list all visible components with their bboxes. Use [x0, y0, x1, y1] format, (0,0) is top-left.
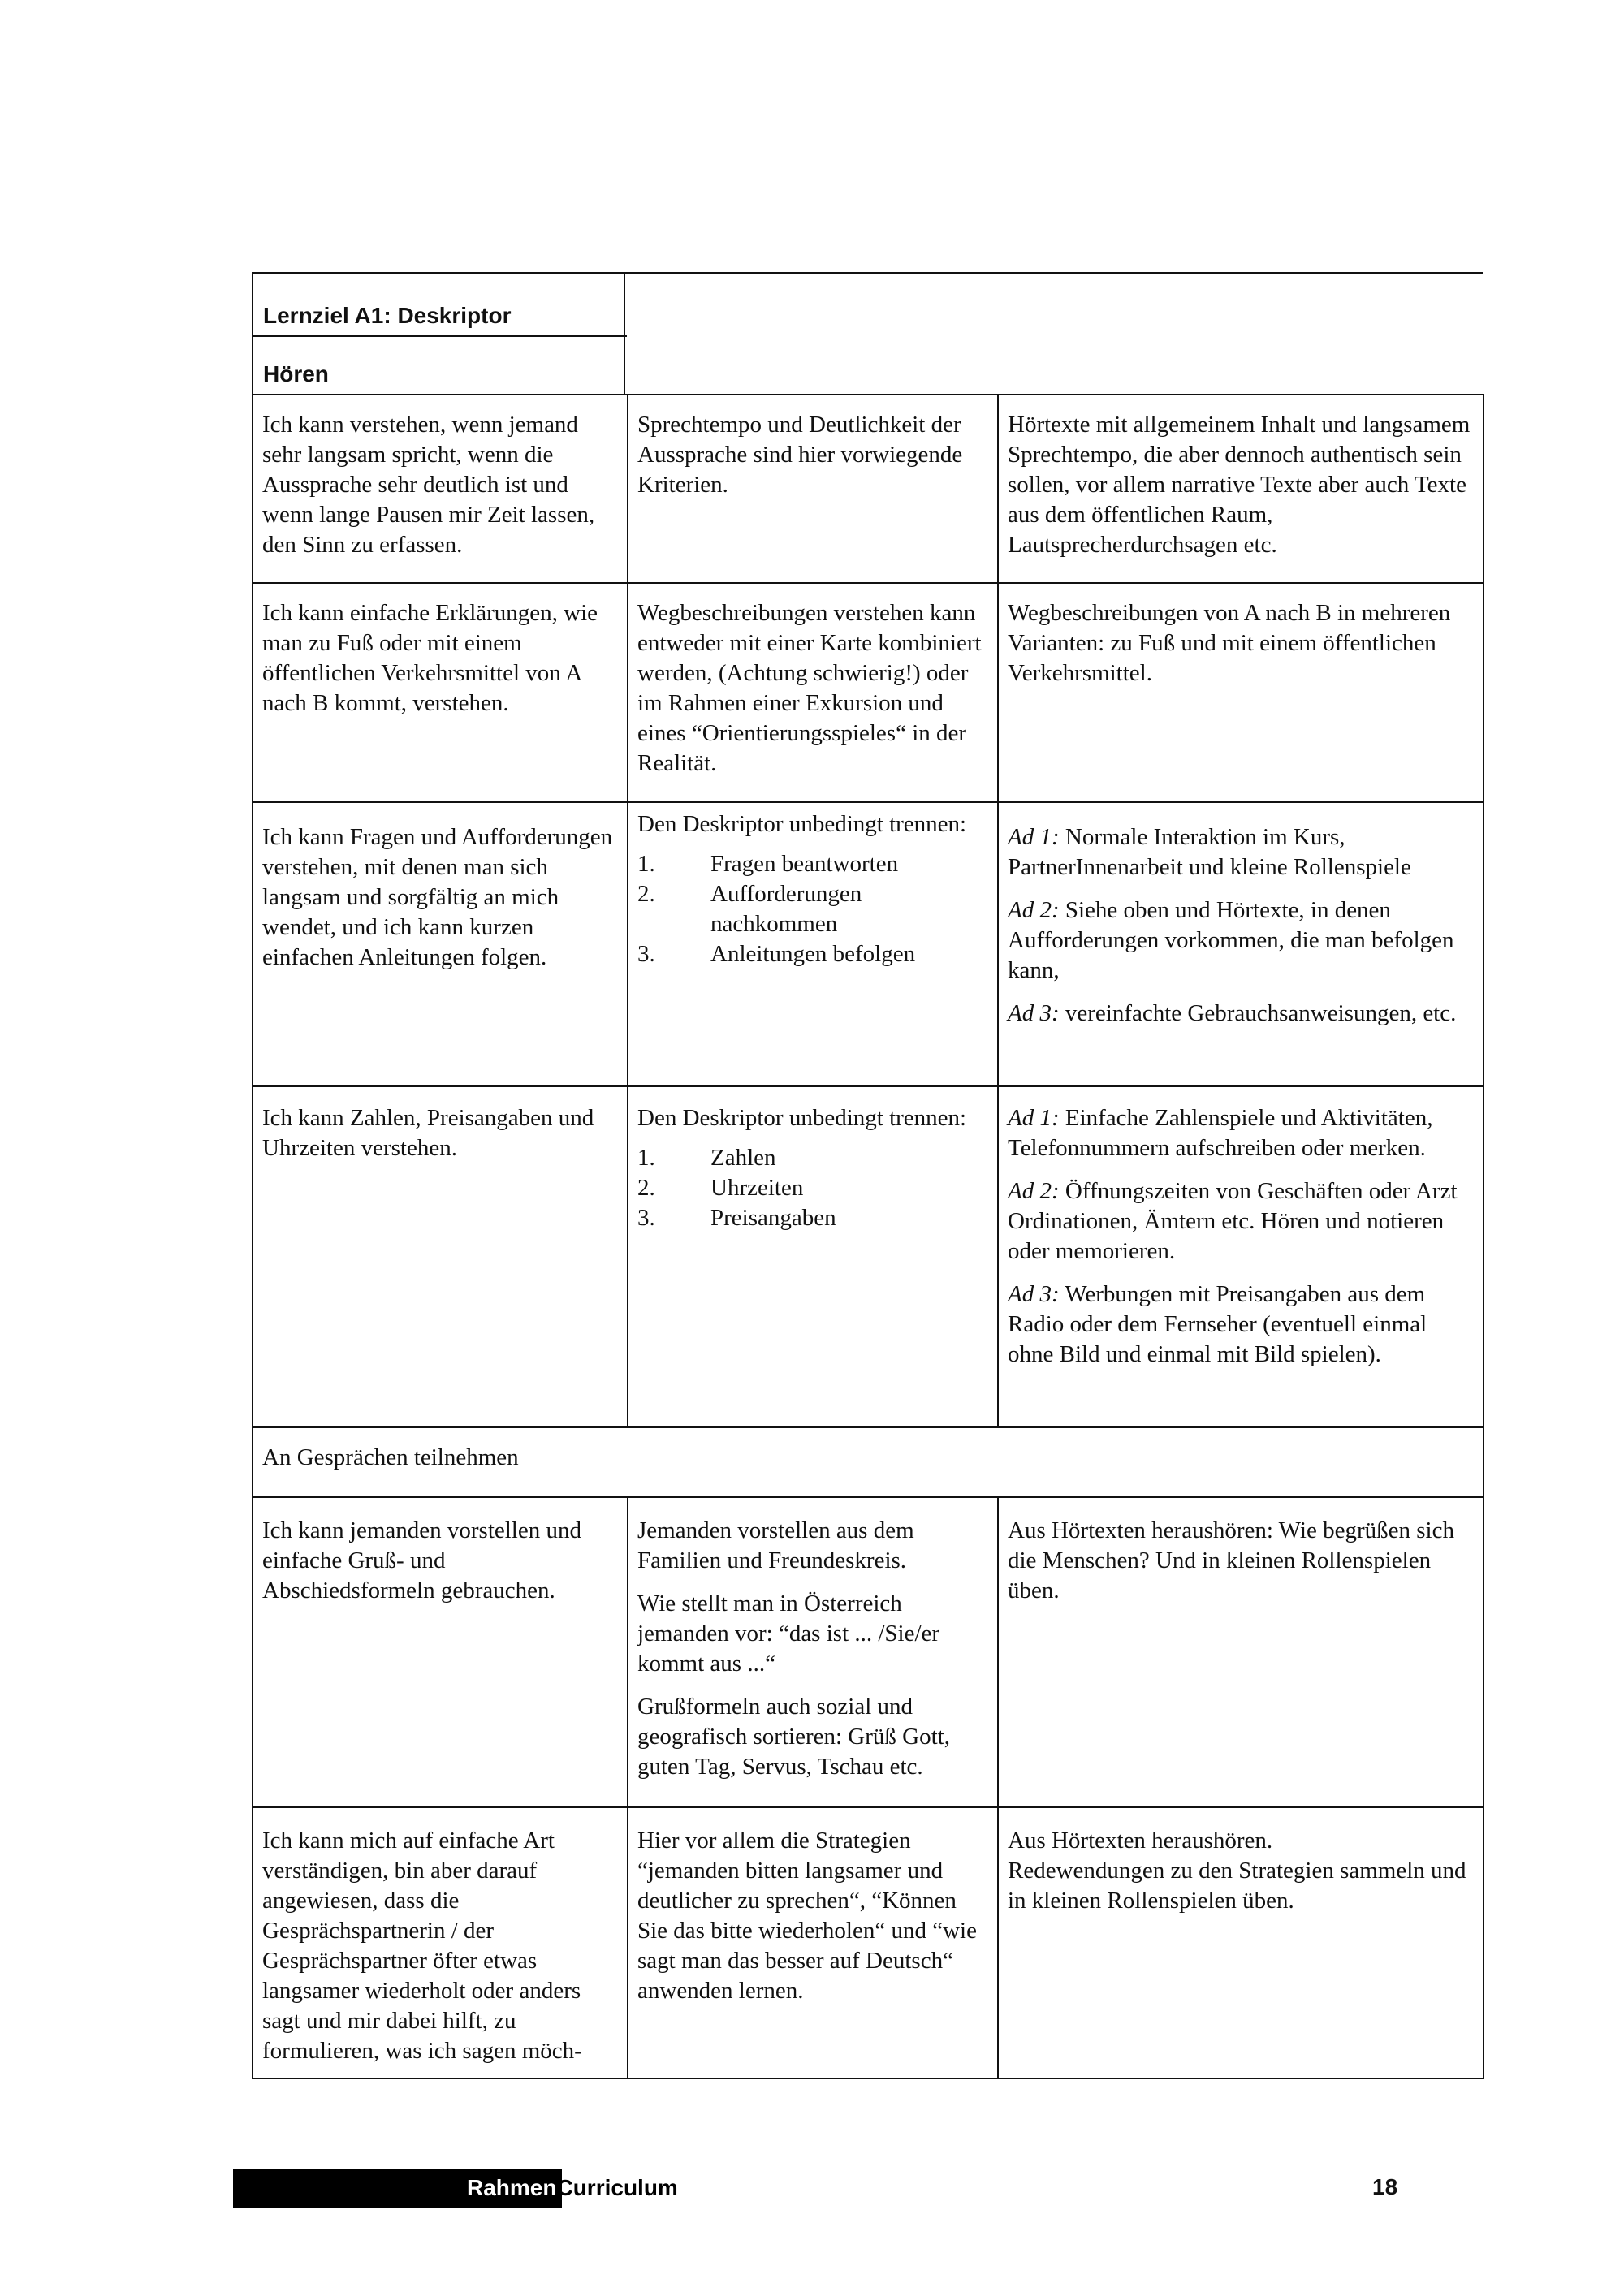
table-header: [252, 272, 1483, 394]
list-item: [637, 849, 989, 879]
ad-label: Ad 3:: [1008, 1281, 1060, 1307]
table-row: [253, 583, 1484, 802]
ad-text: Siehe oben und Hörtexte, in denen Aufforderungen vorkommen, die man befolgen kann,: [1008, 897, 1454, 983]
comment-cell: [628, 1086, 998, 1427]
list-text: Zahlen: [710, 1145, 776, 1171]
descriptor-cell: Ich kann einfache Erklärungen, wie man zu Fuß oder mit einem öffentlichen Verkehrsmittel von A nach B kommt, verstehen.: [253, 583, 628, 802]
comment-intro: Den Deskriptor unbedingt trennen:: [637, 811, 967, 837]
table-row: [253, 1497, 1484, 1807]
descriptor-cell: Ich kann verstehen, wenn jemand sehr langsam spricht, wenn die Aussprache sehr deutlich ist und wenn lange Pausen mir Zeit lassen, den Sinn zu erfassen.: [253, 395, 628, 583]
ad-paragraph: [1008, 1176, 1475, 1267]
material-cell: [998, 802, 1484, 1086]
footer-brand: [467, 2174, 678, 2202]
list-item: [637, 879, 989, 939]
list-number: 2.: [637, 881, 655, 907]
list-number: 2.: [637, 1175, 655, 1201]
comment-cell: Wegbeschreibungen verstehen kann entweder mit einer Karte kombiniert werden, (Achtung schwierig!) oder im Rahmen einer Exkursion und eines “Orientierungsspieles“ in der Realität.: [628, 583, 998, 802]
ad-label: Ad 3:: [1008, 1000, 1060, 1026]
ad-text: Werbungen mit Preisangaben aus dem Radio oder dem Fernseher (eventuell einmal ohne Bild und einmal mit Bild spielen).: [1008, 1281, 1427, 1367]
comment-paragraph: Grußformeln auch sozial und geografisch sortieren: Grüß Gott, guten Tag, Servus, Tschau etc.: [637, 1694, 950, 1780]
comment-cell: Sprechtempo und Deutlichkeit der Aussprache sind hier vorwiegende Kriterien.: [628, 395, 998, 583]
table-row: [253, 395, 1484, 583]
comment-intro: Den Deskriptor unbedingt trennen:: [637, 1105, 967, 1131]
descriptor-cell: Ich kann jemanden vorstellen und einfache Gruß- und Abschiedsformeln gebrauchen.: [253, 1497, 628, 1807]
list-text: Anleitungen befolgen: [710, 941, 916, 967]
ad-paragraph: [1008, 1280, 1475, 1370]
comment-cell: [628, 802, 998, 1086]
section-title-gespraeche: An Gesprächen teilnehmen: [253, 1427, 1484, 1497]
list-item: [637, 1173, 989, 1203]
comment-paragraph: Wie stellt man in Österreich jemanden vor: “das ist ... /Sie/er kommt aus ...“: [637, 1590, 940, 1677]
section-title-hoeren: Hören: [263, 361, 329, 386]
ad-text: Einfache Zahlenspiele und Aktivitäten, Telefonnummern aufschreiben oder merken.: [1008, 1105, 1433, 1161]
header-top-rule: [625, 272, 1483, 274]
material-line: Redewendungen zu den Strategien sammeln und in kleinen Rollenspielen üben.: [1008, 1858, 1466, 1914]
descriptor-cell: Ich kann mich auf einfache Art verständigen, bin aber darauf angewiesen, dass die Gesprächspartnerin / der Gesprächspartner öfter etwas langsamer wiederholt oder anders sagt und mir dabei hilft, zu formulieren, was ich sagen möch-: [253, 1807, 628, 2078]
descriptor-cell: Ich kann Fragen und Aufforderungen verstehen, mit denen man sich langsam und sorgfältig an mich wendet, und ich kann kurzen einfachen Anleitungen folgen.: [253, 802, 628, 1086]
list-text: Fragen beantworten: [710, 851, 899, 877]
list-item: [637, 1143, 989, 1173]
ad-label: Ad 2:: [1008, 1178, 1060, 1204]
section-row: [253, 1427, 1484, 1497]
numbered-list: [637, 1143, 989, 1233]
list-number: 1.: [637, 851, 655, 877]
ad-text: vereinfachte Gebrauchsanweisungen, etc.: [1059, 1000, 1457, 1026]
list-number: 1.: [637, 1145, 655, 1171]
material-cell: [998, 1086, 1484, 1427]
brand-part-rahmen: Rahmen: [467, 2175, 557, 2200]
list-text: Uhrzeiten: [710, 1175, 804, 1201]
list-number: 3.: [637, 941, 655, 967]
table-row: [253, 802, 1484, 1086]
material-cell: Hörtexte mit allgemeinem Inhalt und langsamem Sprechtempo, die aber dennoch authentisch sein sollen, vor allem narrative Texte aber auch Texte aus dem öffentlichen Raum, Lautsprecherdurchsagen etc.: [998, 395, 1484, 583]
numbered-list: [637, 849, 989, 969]
material-line: Aus Hörtexten heraushören.: [1008, 1828, 1273, 1854]
comment-paragraph: Jemanden vorstellen aus dem Familien und Freundeskreis.: [637, 1517, 914, 1573]
ad-label: Ad 2:: [1008, 897, 1060, 923]
list-number: 3.: [637, 1205, 655, 1231]
ad-text: Normale Interaktion im Kurs, PartnerInnenarbeit und kleine Rollenspiele: [1008, 824, 1411, 880]
header-box: [252, 272, 625, 394]
ad-text: Öffnungszeiten von Geschäften oder Arzt Ordinationen, Ämtern etc. Hören und notieren oder memorieren.: [1008, 1178, 1458, 1264]
material-cell: Wegbeschreibungen von A nach B in mehreren Varianten: zu Fuß und mit einem öffentlichen Verkehrsmittel.: [998, 583, 1484, 802]
comment-cell: Hier vor allem die Strategien “jemanden bitten langsamer und deutlicher zu sprechen“, “Können Sie das bitte wiederholen“ und “wie sagt man das besser auf Deutsch“ anwenden lernen.: [628, 1807, 998, 2078]
material-cell: Aus Hörtexten heraushören: Wie begrüßen sich die Menschen? Und in kleinen Rollenspielen üben.: [998, 1497, 1484, 1807]
list-text: Preisangaben: [710, 1205, 836, 1231]
curriculum-table: [252, 272, 1483, 2079]
material-cell: [998, 1807, 1484, 2078]
ad-paragraph: [1008, 1103, 1475, 1163]
list-item: [637, 1203, 989, 1233]
brand-part-curriculum: Curriculum: [556, 2175, 678, 2200]
descriptor-grid: [252, 394, 1484, 2079]
comment-cell: [628, 1497, 998, 1807]
ad-paragraph: [1008, 822, 1475, 883]
header-divider: [253, 335, 627, 337]
list-text: Aufforderungen nachkommen: [710, 881, 862, 937]
header-title: Lernziel A1: Deskriptor: [263, 303, 512, 328]
descriptor-cell: Ich kann Zahlen, Preisangaben und Uhrzeiten verstehen.: [253, 1086, 628, 1427]
table-row: [253, 1807, 1484, 2078]
page-number: 18: [1372, 2174, 1398, 2199]
ad-paragraph: [1008, 896, 1475, 986]
ad-paragraph: [1008, 999, 1475, 1029]
table-row: [253, 1086, 1484, 1427]
list-item: [637, 939, 989, 969]
ad-label: Ad 1:: [1008, 824, 1060, 850]
ad-label: Ad 1:: [1008, 1105, 1060, 1131]
